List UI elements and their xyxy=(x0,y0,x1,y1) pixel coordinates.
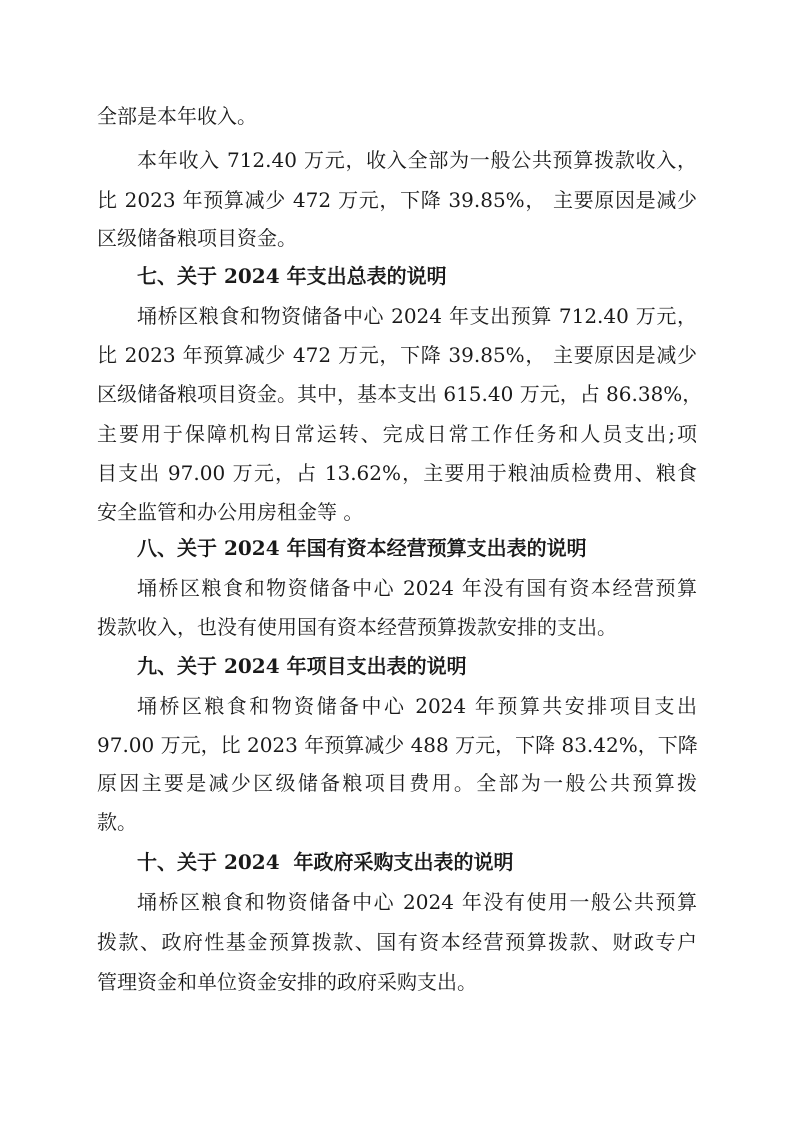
paragraph-line: 全部是本年收入。 xyxy=(97,104,257,128)
paragraph-line: 安全监管和办公用房租金等 。 xyxy=(97,500,364,524)
section-heading: 八、关于 2024 年国有资本经营预算支出表的说明 xyxy=(137,536,587,560)
paragraph-line: 区级储备粮项目资金。其中，基本支出 615.40 万元，占 86.38%， xyxy=(97,382,703,406)
paragraph-line: 拨款收入，也没有使用国有资本经营预算拨款安排的支出。 xyxy=(97,615,617,639)
paragraph-line: 管理资金和单位资金安排的政府采购支出。 xyxy=(97,970,477,994)
paragraph-line: 本年收入 712.40 万元，收入全部为一般公共预算拨款收入， xyxy=(137,148,697,172)
section-heading: 七、关于 2024 年支出总表的说明 xyxy=(137,264,447,288)
paragraph-line: 埇桥区粮食和物资储备中心 2024 年没有使用一般公共预算 xyxy=(137,890,697,914)
paragraph-line: 区级储备粮项目资金。 xyxy=(97,226,297,250)
paragraph-line: 比 2023 年预算减少 472 万元，下降 39.85%， 主要原因是减少 xyxy=(97,188,697,212)
paragraph-line: 原因主要是减少区级储备粮项目费用。全部为一般公共预算拨 xyxy=(97,771,697,795)
paragraph-line: 埇桥区粮食和物资储备中心 2024 年支出预算 712.40 万元， xyxy=(137,304,697,328)
paragraph-line: 埇桥区粮食和物资储备中心 2024 年没有国有资本经营预算 xyxy=(137,576,697,600)
paragraph-line: 97.00 万元，比 2023 年预算减少 488 万元，下降 83.42%，下降 xyxy=(97,733,698,757)
paragraph-line: 款。 xyxy=(97,810,137,834)
paragraph-line: 比 2023 年预算减少 472 万元，下降 39.85%， 主要原因是减少 xyxy=(97,343,697,367)
section-heading: 十、关于 2024 年政府采购支出表的说明 xyxy=(137,850,514,874)
paragraph-line: 主要用于保障机构日常运转、完成日常工作任务和人员支出;项 xyxy=(97,422,697,446)
paragraph-line: 拨款、政府性基金预算拨款、国有资本经营预算拨款、财政专户 xyxy=(97,930,697,954)
paragraph-line: 埇桥区粮食和物资储备中心 2024 年预算共安排项目支出 xyxy=(137,694,697,718)
paragraph-line: 目支出 97.00 万元，占 13.62%，主要用于粮油质检费用、粮食 xyxy=(97,461,697,485)
section-heading: 九、关于 2024 年项目支出表的说明 xyxy=(137,654,467,678)
